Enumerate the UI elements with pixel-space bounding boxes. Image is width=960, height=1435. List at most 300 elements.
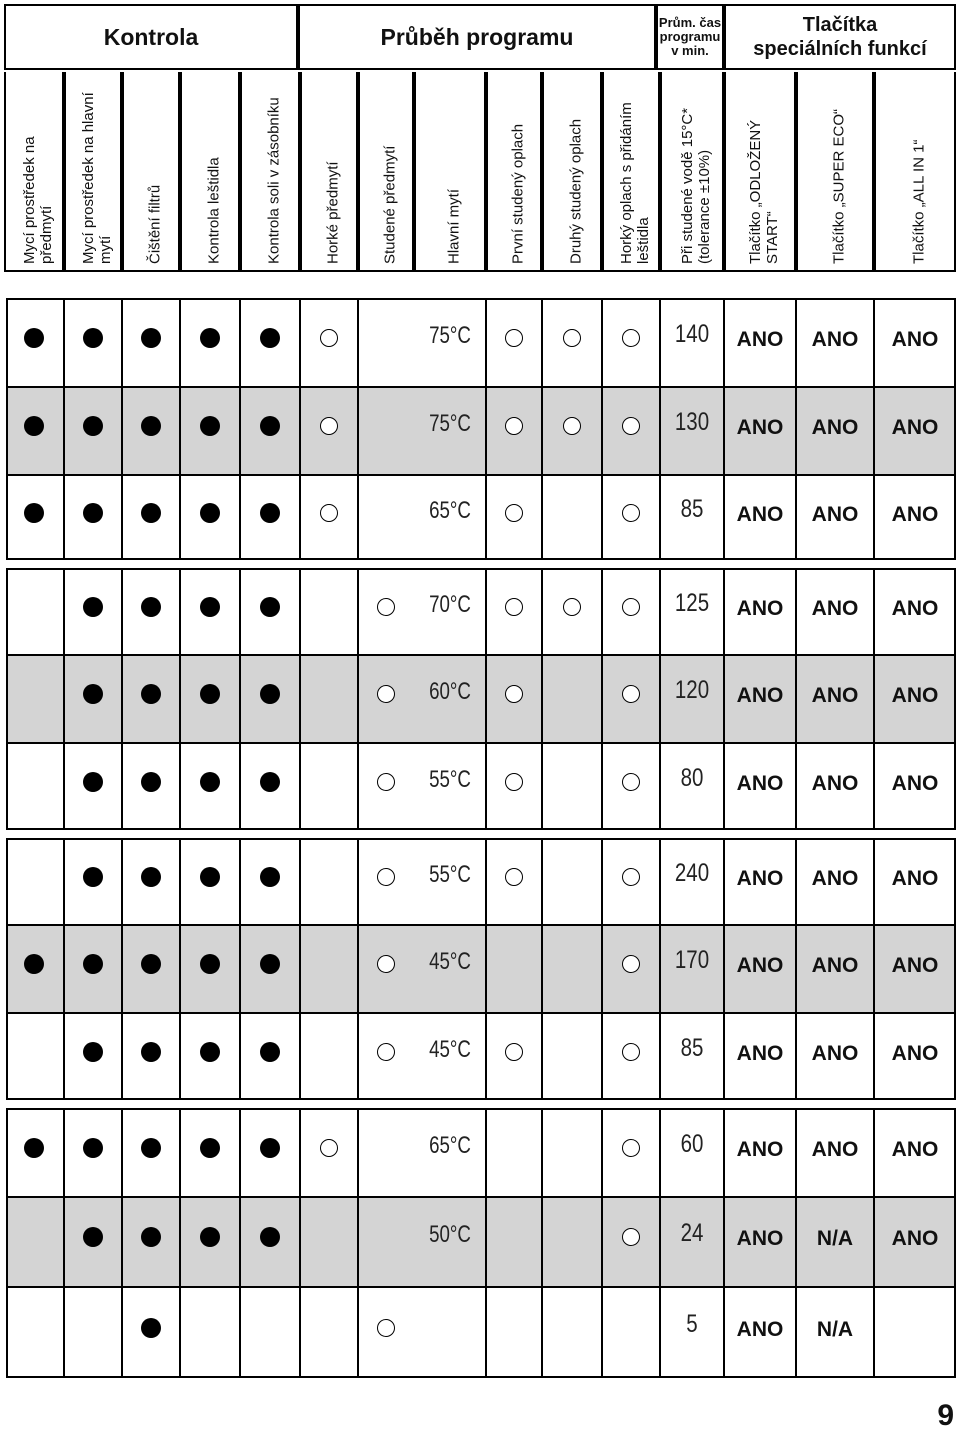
all-in-1-availability: ANO bbox=[891, 1138, 939, 1161]
column-divider bbox=[299, 838, 301, 924]
main-wash-temperature: 70°C bbox=[429, 591, 471, 618]
column-divider bbox=[357, 474, 359, 560]
column-divider bbox=[873, 924, 875, 1012]
main-wash-temperature: 50°C bbox=[429, 1221, 471, 1248]
super-eco-availability: ANO bbox=[811, 684, 859, 707]
page-number: 9 bbox=[937, 1399, 954, 1432]
column-divider bbox=[485, 298, 487, 386]
filled-dot-icon bbox=[260, 1138, 280, 1158]
column-divider bbox=[357, 654, 359, 742]
column-divider bbox=[121, 568, 123, 654]
filled-dot-icon bbox=[200, 772, 220, 792]
column-divider bbox=[239, 654, 241, 742]
column-divider bbox=[239, 298, 241, 386]
hot-rinse-circle-icon bbox=[622, 504, 640, 522]
filled-dot-icon bbox=[260, 684, 280, 704]
hot-rinse-circle-icon bbox=[622, 1139, 640, 1157]
super-eco-availability: N/A bbox=[816, 1227, 854, 1250]
delayed-start-availability: ANO bbox=[736, 503, 784, 526]
main-wash-temperature: 75°C bbox=[429, 322, 471, 349]
filled-dot-icon bbox=[141, 328, 161, 348]
super-eco-availability: ANO bbox=[811, 597, 859, 620]
header-tlacitka-line1: Tlačítka bbox=[802, 14, 878, 36]
filled-dot-icon bbox=[83, 328, 103, 348]
program-time: 240 bbox=[674, 859, 710, 887]
column-divider bbox=[873, 654, 875, 742]
column-divider bbox=[121, 838, 123, 924]
column-divider bbox=[357, 1196, 359, 1286]
column-header-label: Čištění filtrů bbox=[146, 184, 164, 264]
column-divider bbox=[63, 568, 65, 654]
main-wash-temperature: 65°C bbox=[429, 497, 471, 524]
cold-prewash-circle-icon bbox=[377, 598, 395, 616]
column-divider bbox=[873, 474, 875, 560]
column-header-label: Tlačítko „ODLOŽENÝ START“ bbox=[747, 119, 781, 264]
column-divider bbox=[357, 742, 359, 830]
column-divider bbox=[239, 1196, 241, 1286]
column-divider bbox=[659, 568, 661, 654]
column-header-4 bbox=[180, 72, 240, 272]
column-divider bbox=[63, 654, 65, 742]
first-rinse-circle-icon bbox=[505, 773, 523, 791]
column-header-label: Kontrola soli v zásobníku bbox=[265, 97, 283, 264]
filled-dot-icon bbox=[260, 503, 280, 523]
column-divider bbox=[601, 924, 603, 1012]
delayed-start-availability: ANO bbox=[736, 328, 784, 351]
column-divider bbox=[601, 654, 603, 742]
column-divider bbox=[795, 1108, 797, 1196]
filled-dot-icon bbox=[141, 1318, 161, 1338]
filled-dot-icon bbox=[24, 1138, 44, 1158]
filled-dot-icon bbox=[83, 867, 103, 887]
main-wash-temperature: 60°C bbox=[429, 678, 471, 705]
filled-dot-icon bbox=[83, 772, 103, 792]
column-header-label: Tlačítko „ALL IN 1“ bbox=[910, 139, 928, 264]
hot-rinse-circle-icon bbox=[622, 1228, 640, 1246]
filled-dot-icon bbox=[141, 597, 161, 617]
column-divider bbox=[179, 838, 181, 924]
filled-dot-icon bbox=[24, 328, 44, 348]
column-divider bbox=[873, 742, 875, 830]
hot-rinse-circle-icon bbox=[622, 868, 640, 886]
delayed-start-availability: ANO bbox=[736, 684, 784, 707]
column-divider bbox=[541, 924, 543, 1012]
filled-dot-icon bbox=[24, 503, 44, 523]
column-divider bbox=[121, 1286, 123, 1378]
hot-prewash-circle-icon bbox=[320, 417, 338, 435]
super-eco-availability: ANO bbox=[811, 416, 859, 439]
column-divider bbox=[659, 386, 661, 474]
cold-prewash-circle-icon bbox=[377, 773, 395, 791]
column-divider bbox=[299, 1012, 301, 1100]
column-divider bbox=[179, 474, 181, 560]
column-divider bbox=[485, 742, 487, 830]
filled-dot-icon bbox=[200, 1042, 220, 1062]
column-divider bbox=[541, 1108, 543, 1196]
column-divider bbox=[357, 838, 359, 924]
column-divider bbox=[357, 386, 359, 474]
delayed-start-availability: ANO bbox=[736, 1138, 784, 1161]
column-divider bbox=[541, 474, 543, 560]
column-divider bbox=[541, 1286, 543, 1378]
column-header-3 bbox=[122, 72, 180, 272]
column-divider bbox=[795, 924, 797, 1012]
filled-dot-icon bbox=[200, 1138, 220, 1158]
delayed-start-availability: ANO bbox=[736, 416, 784, 439]
filled-dot-icon bbox=[260, 867, 280, 887]
column-divider bbox=[601, 1012, 603, 1100]
filled-dot-icon bbox=[260, 1227, 280, 1247]
program-time: 170 bbox=[674, 946, 710, 974]
column-header-2 bbox=[64, 72, 122, 272]
column-divider bbox=[299, 386, 301, 474]
column-divider bbox=[873, 1196, 875, 1286]
column-divider bbox=[357, 924, 359, 1012]
filled-dot-icon bbox=[200, 503, 220, 523]
first-rinse-circle-icon bbox=[505, 598, 523, 616]
column-divider bbox=[179, 568, 181, 654]
column-divider bbox=[873, 568, 875, 654]
column-divider bbox=[873, 298, 875, 386]
column-divider bbox=[299, 1196, 301, 1286]
first-rinse-circle-icon bbox=[505, 685, 523, 703]
column-divider bbox=[485, 474, 487, 560]
column-divider bbox=[485, 568, 487, 654]
column-divider bbox=[601, 742, 603, 830]
filled-dot-icon bbox=[141, 1227, 161, 1247]
column-divider bbox=[299, 742, 301, 830]
column-divider bbox=[357, 568, 359, 654]
column-divider bbox=[179, 924, 181, 1012]
column-divider bbox=[601, 298, 603, 386]
column-divider bbox=[873, 1108, 875, 1196]
column-divider bbox=[121, 654, 123, 742]
column-divider bbox=[299, 474, 301, 560]
column-header-10 bbox=[542, 72, 602, 272]
column-divider bbox=[541, 1012, 543, 1100]
header-prubeh-programu bbox=[298, 4, 656, 70]
column-divider bbox=[357, 298, 359, 386]
column-header-label: Druhý studený oplach bbox=[567, 118, 585, 264]
cold-prewash-circle-icon bbox=[377, 955, 395, 973]
column-divider bbox=[795, 1286, 797, 1378]
column-divider bbox=[541, 838, 543, 924]
column-divider bbox=[179, 1196, 181, 1286]
all-in-1-availability: ANO bbox=[891, 1042, 939, 1065]
column-divider bbox=[873, 1012, 875, 1100]
column-divider bbox=[485, 924, 487, 1012]
main-wash-temperature: 45°C bbox=[429, 1036, 471, 1063]
program-time: 85 bbox=[680, 1034, 704, 1062]
column-divider bbox=[63, 474, 65, 560]
hot-prewash-circle-icon bbox=[320, 1139, 338, 1157]
filled-dot-icon bbox=[141, 772, 161, 792]
all-in-1-availability: ANO bbox=[891, 772, 939, 795]
column-divider bbox=[659, 654, 661, 742]
column-header-13 bbox=[724, 72, 796, 272]
hot-prewash-circle-icon bbox=[320, 329, 338, 347]
column-divider bbox=[299, 1108, 301, 1196]
filled-dot-icon bbox=[141, 684, 161, 704]
column-divider bbox=[239, 1286, 241, 1378]
program-time: 85 bbox=[680, 495, 704, 523]
column-divider bbox=[485, 838, 487, 924]
super-eco-availability: ANO bbox=[811, 328, 859, 351]
main-wash-temperature: 55°C bbox=[429, 861, 471, 888]
column-header-label: První studený oplach bbox=[509, 123, 527, 264]
all-in-1-availability: ANO bbox=[891, 597, 939, 620]
column-divider bbox=[601, 1196, 603, 1286]
column-divider bbox=[485, 1108, 487, 1196]
all-in-1-availability: ANO bbox=[891, 416, 939, 439]
column-header-5 bbox=[240, 72, 300, 272]
column-header-label: Tlačítko „SUPER ECO“ bbox=[830, 108, 848, 264]
column-divider bbox=[63, 1108, 65, 1196]
column-divider bbox=[541, 386, 543, 474]
column-divider bbox=[121, 1196, 123, 1286]
filled-dot-icon bbox=[141, 1042, 161, 1062]
hot-prewash-circle-icon bbox=[320, 504, 338, 522]
filled-dot-icon bbox=[24, 416, 44, 436]
all-in-1-availability: ANO bbox=[891, 867, 939, 890]
column-divider bbox=[63, 838, 65, 924]
filled-dot-icon bbox=[200, 684, 220, 704]
header-prum-line3: v min. bbox=[671, 43, 709, 58]
column-divider bbox=[659, 838, 661, 924]
column-divider bbox=[239, 474, 241, 560]
hot-rinse-circle-icon bbox=[622, 955, 640, 973]
column-divider bbox=[795, 654, 797, 742]
column-divider bbox=[63, 298, 65, 386]
column-divider bbox=[121, 742, 123, 830]
column-divider bbox=[601, 568, 603, 654]
column-header-label: Horký oplach s přidáním leštidla bbox=[618, 102, 652, 264]
column-header-label: Hlavní mytí bbox=[445, 188, 463, 264]
delayed-start-availability: ANO bbox=[736, 597, 784, 620]
filled-dot-icon bbox=[260, 954, 280, 974]
program-time: 60 bbox=[680, 1130, 704, 1158]
header-prum-line2: programu bbox=[659, 29, 721, 44]
column-divider bbox=[357, 1286, 359, 1378]
header-prubeh-text: Průběh programu bbox=[380, 23, 574, 50]
filled-dot-icon bbox=[83, 503, 103, 523]
column-divider bbox=[873, 838, 875, 924]
filled-dot-icon bbox=[260, 1042, 280, 1062]
main-wash-temperature: 45°C bbox=[429, 948, 471, 975]
hot-rinse-circle-icon bbox=[622, 417, 640, 435]
column-header-label: Při studené vodě 15°C* (tolerance ±10%) bbox=[679, 107, 713, 264]
column-divider bbox=[239, 924, 241, 1012]
filled-dot-icon bbox=[260, 416, 280, 436]
delayed-start-availability: ANO bbox=[736, 1318, 784, 1341]
super-eco-availability: ANO bbox=[811, 503, 859, 526]
column-divider bbox=[659, 298, 661, 386]
column-header-1 bbox=[4, 72, 64, 272]
column-divider bbox=[485, 1196, 487, 1286]
filled-dot-icon bbox=[141, 1138, 161, 1158]
filled-dot-icon bbox=[141, 867, 161, 887]
column-header-12 bbox=[660, 72, 724, 272]
filled-dot-icon bbox=[200, 416, 220, 436]
column-divider bbox=[795, 474, 797, 560]
column-divider bbox=[659, 924, 661, 1012]
column-header-14 bbox=[796, 72, 874, 272]
second-rinse-circle-icon bbox=[563, 329, 581, 347]
column-divider bbox=[601, 838, 603, 924]
column-divider bbox=[239, 568, 241, 654]
column-divider bbox=[541, 654, 543, 742]
column-divider bbox=[239, 1012, 241, 1100]
super-eco-availability: ANO bbox=[811, 1042, 859, 1065]
program-time: 80 bbox=[680, 764, 704, 792]
column-divider bbox=[63, 1196, 65, 1286]
column-divider bbox=[179, 298, 181, 386]
all-in-1-availability: ANO bbox=[891, 503, 939, 526]
column-divider bbox=[121, 474, 123, 560]
header-tlacitka-line2: speciálních funkcí bbox=[753, 38, 927, 60]
filled-dot-icon bbox=[83, 1138, 103, 1158]
cold-prewash-circle-icon bbox=[377, 685, 395, 703]
column-divider bbox=[299, 924, 301, 1012]
delayed-start-availability: ANO bbox=[736, 1042, 784, 1065]
hot-rinse-circle-icon bbox=[622, 598, 640, 616]
column-divider bbox=[121, 924, 123, 1012]
column-divider bbox=[485, 386, 487, 474]
column-divider bbox=[299, 568, 301, 654]
hot-rinse-circle-icon bbox=[622, 773, 640, 791]
filled-dot-icon bbox=[260, 772, 280, 792]
delayed-start-availability: ANO bbox=[736, 954, 784, 977]
filled-dot-icon bbox=[200, 867, 220, 887]
column-header-label: Kontrola leštidla bbox=[205, 157, 223, 264]
column-divider bbox=[485, 1012, 487, 1100]
column-divider bbox=[121, 386, 123, 474]
column-divider bbox=[659, 1108, 661, 1196]
column-divider bbox=[541, 1196, 543, 1286]
column-header-7 bbox=[358, 72, 414, 272]
column-divider bbox=[659, 1196, 661, 1286]
column-divider bbox=[795, 742, 797, 830]
filled-dot-icon bbox=[83, 1227, 103, 1247]
filled-dot-icon bbox=[83, 1042, 103, 1062]
column-header-label: Mycí prostředek na hlavní mytí bbox=[80, 92, 114, 264]
header-prum-line1: Prům. čas bbox=[658, 15, 722, 30]
column-divider bbox=[541, 568, 543, 654]
hot-rinse-circle-icon bbox=[622, 685, 640, 703]
column-divider bbox=[239, 386, 241, 474]
column-divider bbox=[795, 298, 797, 386]
column-divider bbox=[179, 386, 181, 474]
all-in-1-availability: ANO bbox=[891, 328, 939, 351]
column-divider bbox=[179, 1286, 181, 1378]
delayed-start-availability: ANO bbox=[736, 1227, 784, 1250]
filled-dot-icon bbox=[24, 954, 44, 974]
column-divider bbox=[299, 654, 301, 742]
delayed-start-availability: ANO bbox=[736, 867, 784, 890]
column-divider bbox=[239, 1108, 241, 1196]
column-divider bbox=[239, 838, 241, 924]
filled-dot-icon bbox=[141, 503, 161, 523]
column-header-6 bbox=[300, 72, 358, 272]
column-divider bbox=[485, 1286, 487, 1378]
column-divider bbox=[63, 1012, 65, 1100]
main-wash-temperature: 55°C bbox=[429, 766, 471, 793]
header-prumerny-cas bbox=[656, 4, 724, 70]
column-divider bbox=[357, 1108, 359, 1196]
column-divider bbox=[659, 1286, 661, 1378]
all-in-1-availability: ANO bbox=[891, 1227, 939, 1250]
column-header-label: Mycí prostředek na předmytí bbox=[21, 136, 55, 264]
column-divider bbox=[795, 386, 797, 474]
column-divider bbox=[485, 654, 487, 742]
column-header-11 bbox=[602, 72, 660, 272]
column-divider bbox=[601, 1286, 603, 1378]
column-divider bbox=[601, 1108, 603, 1196]
column-header-8 bbox=[414, 72, 486, 272]
all-in-1-availability: ANO bbox=[891, 954, 939, 977]
first-rinse-circle-icon bbox=[505, 504, 523, 522]
cold-prewash-circle-icon bbox=[377, 868, 395, 886]
column-divider bbox=[121, 1012, 123, 1100]
filled-dot-icon bbox=[200, 597, 220, 617]
second-rinse-circle-icon bbox=[563, 598, 581, 616]
column-divider bbox=[659, 474, 661, 560]
column-divider bbox=[63, 742, 65, 830]
main-wash-temperature: 75°C bbox=[429, 410, 471, 437]
all-in-1-availability: ANO bbox=[891, 684, 939, 707]
hot-rinse-circle-icon bbox=[622, 329, 640, 347]
super-eco-availability: N/A bbox=[816, 1318, 854, 1341]
column-divider bbox=[63, 924, 65, 1012]
filled-dot-icon bbox=[200, 1227, 220, 1247]
filled-dot-icon bbox=[141, 416, 161, 436]
program-time: 125 bbox=[674, 589, 710, 617]
column-header-label: Studené předmytí bbox=[381, 145, 399, 264]
filled-dot-icon bbox=[83, 416, 103, 436]
column-divider bbox=[121, 1108, 123, 1196]
filled-dot-icon bbox=[260, 328, 280, 348]
program-time: 5 bbox=[686, 1310, 698, 1338]
column-divider bbox=[299, 298, 301, 386]
column-divider bbox=[795, 838, 797, 924]
column-divider bbox=[179, 1108, 181, 1196]
column-header-label: Horké předmytí bbox=[324, 161, 342, 264]
column-divider bbox=[239, 742, 241, 830]
column-divider bbox=[121, 298, 123, 386]
second-rinse-circle-icon bbox=[563, 417, 581, 435]
super-eco-availability: ANO bbox=[811, 772, 859, 795]
column-header-9 bbox=[486, 72, 542, 272]
filled-dot-icon bbox=[260, 597, 280, 617]
column-divider bbox=[601, 474, 603, 560]
column-divider bbox=[659, 742, 661, 830]
hot-rinse-circle-icon bbox=[622, 1043, 640, 1061]
program-time: 24 bbox=[680, 1219, 704, 1247]
filled-dot-icon bbox=[200, 328, 220, 348]
super-eco-availability: ANO bbox=[811, 954, 859, 977]
main-wash-temperature: 65°C bbox=[429, 1132, 471, 1159]
super-eco-availability: ANO bbox=[811, 1138, 859, 1161]
column-divider bbox=[795, 1196, 797, 1286]
header-kontrola bbox=[4, 4, 298, 70]
column-divider bbox=[541, 298, 543, 386]
program-time: 130 bbox=[674, 408, 710, 436]
filled-dot-icon bbox=[141, 954, 161, 974]
filled-dot-icon bbox=[200, 954, 220, 974]
super-eco-availability: ANO bbox=[811, 867, 859, 890]
column-divider bbox=[179, 1012, 181, 1100]
column-divider bbox=[357, 1012, 359, 1100]
